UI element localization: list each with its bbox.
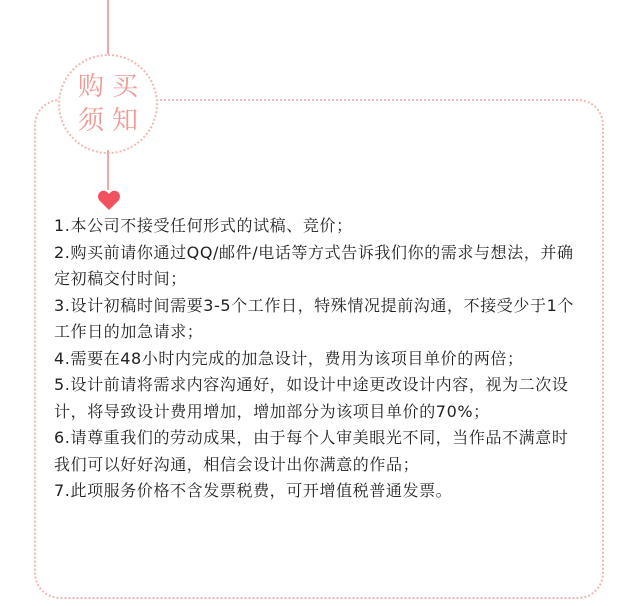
term-item-7: 7.此项服务价格不含发票税费，可开增值税普通发票。 [54,481,453,500]
badge-title-line-1: 购买 [77,72,146,102]
term-item-6: 6.请尊重我们的劳动成果，由于每个人审美眼光不同，当作品不满意时我们可以好好沟通，相信会设计出你满意的作品； [54,428,569,474]
term-item-2: 2.购买前请你通过QQ/邮件/电话等方式告诉我们你的需求与想法，并确定初稿交付时间； [54,242,574,288]
heart-icon [96,187,122,213]
badge-connector-line [107,150,109,190]
term-item-5: 5.设计前请将需求内容沟通好，如设计中途更改设计内容，视为二次设计，将导致设计费用增加，增加部分为该项目单价的70%； [54,375,569,421]
badge-title-line-2: 须知 [77,106,146,136]
term-item-1: 1.本公司不接受任何形式的试稿、竞价； [54,216,353,235]
terms-list [54,213,584,505]
term-item-4: 4.需要在48小时内完成的加急设计，费用为该项目单价的两倍； [54,348,524,368]
top-connector-line [107,0,109,62]
term-item-3: 3.设计初稿时间需要3-5个工作日，特殊情况提前沟通，不接受少于1个工作日的加急请求； [54,295,574,341]
purchase-notice-badge [58,54,158,154]
